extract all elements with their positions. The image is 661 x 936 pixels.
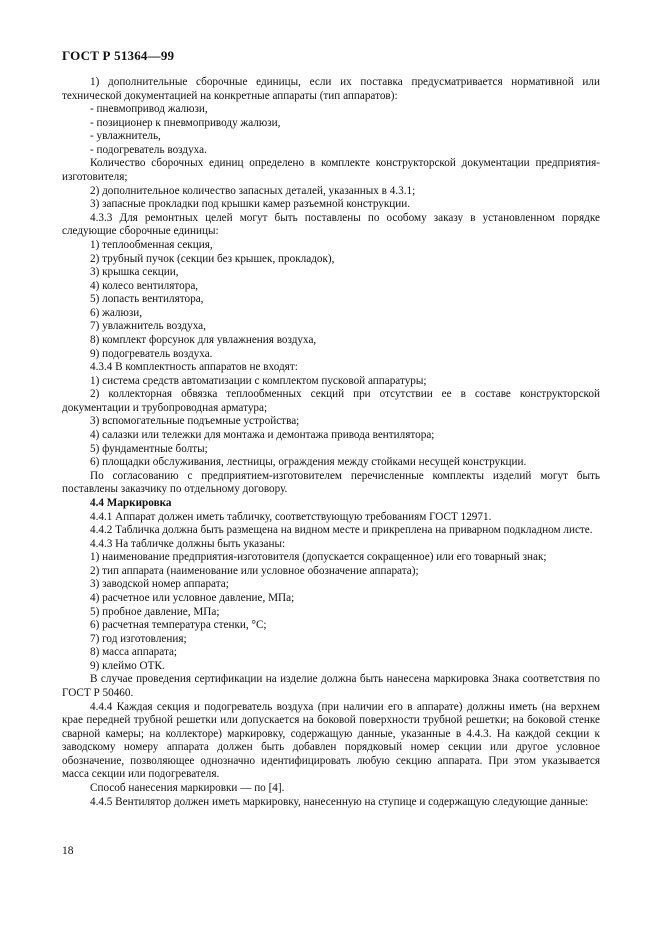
paragraph: 1) наименование предприятия-изготовителя (допускается сокращенное) или его товарный знак; <box>90 551 547 564</box>
list-item: - увлажнитель, <box>90 130 161 143</box>
list-item: 8) масса аппарата; <box>90 646 178 659</box>
paragraph: 4.4.3 На табличке должны быть указаны: <box>90 537 286 550</box>
paragraph: 4.4.4 Каждая секция и подогреватель воздуха (при наличии его в аппарате) должны иметь (на верхнем крае передней трубной решетки или допускается на боковой поверхности трубной решетки; на боковой стенке сварной камеры; на коллекторе) маркировку, содержащую данные, указанные в 4.4.3. На каждой секции к заводскому номеру аппарата должен быть добавлен порядковый номер секции или другое условное обозначение, позволяющее однозначно идентифицировать любую секцию аппарата. При этом указывается масса секции или подогревателя. <box>62 700 600 781</box>
paragraph: Способ нанесения маркировки — по [4]. <box>90 782 285 795</box>
section-heading: 4.4 Маркировка <box>90 496 172 509</box>
list-item: 4) колесо вентилятора, <box>90 279 199 292</box>
paragraph: 4.4.5 Вентилятор должен иметь маркировку, нанесенную на ступице и содержащую следующие данные: <box>90 795 589 808</box>
list-item: 4) салазки или тележки для монтажа и демонтажа привода вентилятора; <box>90 429 435 442</box>
list-item: 2) трубный пучок (секции без крышек, прокладок), <box>90 252 335 265</box>
page-header: ГОСТ Р 51364—99 <box>62 48 175 63</box>
paragraph: 1) дополнительные сборочные единицы, если их поставка предусматривается нормативной или технической документацией на конкретные аппараты (тип аппаратов): <box>62 76 600 102</box>
list-item: 7) год изготовления; <box>90 632 187 645</box>
list-item: 4) расчетное или условное давление, МПа; <box>90 591 295 604</box>
paragraph: Количество сборочных единиц определено в комплекте конструкторской документации предприятия-изготовителя; <box>62 157 600 184</box>
list-item: 6) жалюзи, <box>90 306 143 319</box>
list-item: 9) подогреватель воздуха. <box>90 347 213 360</box>
list-item: 2) тип аппарата (наименование или условное обозначение аппарата); <box>90 564 419 577</box>
list-item: 6) расчетная температура стенки, °С; <box>90 619 267 632</box>
paragraph: 4.3.4 В комплектность аппаратов не входят: <box>90 361 298 374</box>
list-item: 8) комплект форсунок для увлажнения воздуха, <box>90 333 317 346</box>
list-item: - подогреватель воздуха. <box>90 143 207 156</box>
list-item: 5) фундаментные болты; <box>90 442 208 455</box>
list-item: 2) дополнительное количество запасных деталей, указанных в 4.3.1; <box>90 184 416 197</box>
paragraph: В случае проведения сертификации на изделие должна быть нанесена маркировка Знака соответствия по ГОСТ Р 50460. <box>62 673 600 700</box>
list-item: 5) лопасть вентилятора, <box>90 293 204 306</box>
paragraph: 2) коллекторная обвязка теплообменных секций при отсутствии ее в составе конструкторской документации и трубопроводная арматура; <box>62 388 600 414</box>
list-item: 3) вспомогательные подъемные устройства; <box>90 415 300 428</box>
page-number: 18 <box>62 845 74 857</box>
list-item: 1) система средств автоматизации с комплектом пусковой аппаратуры; <box>90 374 427 387</box>
list-item: 1) теплообменная секция, <box>90 238 213 251</box>
list-item: 9) клеймо ОТК. <box>90 659 165 672</box>
paragraph: 4.3.3 Для ремонтных целей могут быть поставлены по особому заказу в установленном порядке следующие сборочные единицы: <box>62 211 600 238</box>
list-item: 7) увлажнитель воздуха, <box>90 320 206 333</box>
paragraph: 4.4.2 Табличка должна быть размещена на видном месте и прикреплена на приварном подкладном листе. <box>90 524 593 537</box>
list-item: 5) пробное давление, МПа; <box>90 605 220 618</box>
list-item: - пневмопривод жалюзи, <box>90 103 208 116</box>
list-item: 6) площадки обслуживания, лестницы, ограждения между стойками несущей конструкции. <box>90 456 527 469</box>
paragraph: 4.4.1 Аппарат должен иметь табличку, соответствующую требованиям ГОСТ 12971. <box>90 510 492 523</box>
list-item: - позиционер к пневмоприводу жалюзи, <box>90 116 281 129</box>
list-item: 3) заводской номер аппарата; <box>90 578 229 591</box>
document-body <box>62 76 600 809</box>
list-item: 3) запасные прокладки под крышки камер разъемной конструкции. <box>90 198 411 211</box>
list-item: 3) крышка секции, <box>90 266 179 279</box>
paragraph: По согласованию с предприятием-изготовителем перечисленные комплекты изделий могут быть поставлены заказчику по отдельному договору. <box>62 469 600 496</box>
